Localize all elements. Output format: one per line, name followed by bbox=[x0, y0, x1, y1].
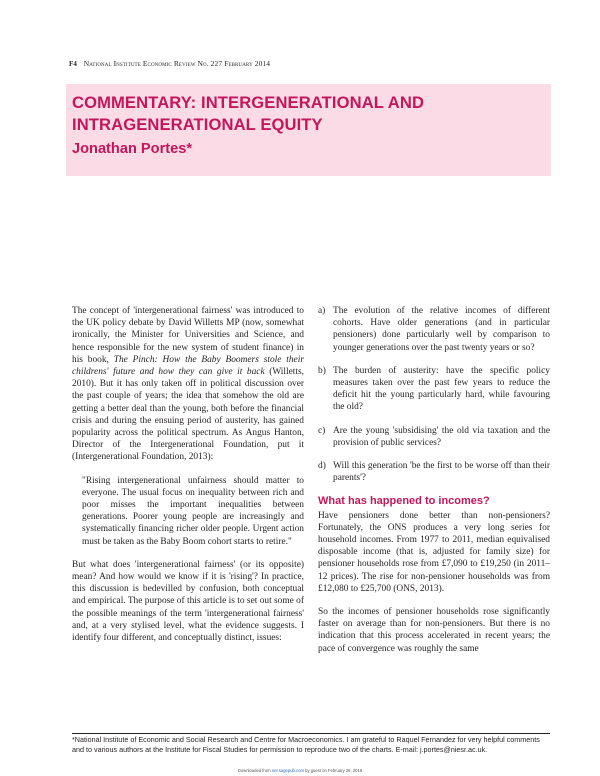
author-name: Jonathan Portes* bbox=[72, 141, 193, 157]
intro-text-b: (Willetts, 2010). But it has only taken off in political discussion over the past couple of years; the idea that somehow the old are getting a better deal than the young, both before the financial crisis and during the ensuing period of austerity, has gained popularity across the political spectrum. As Angus Hanton, Director of the Intergenerational Foundation, put it (Intergenerational Foundation, 2013): bbox=[72, 367, 304, 463]
list-item bbox=[318, 365, 550, 414]
paragraph-convergence: So the incomes of pensioner households rose significantly faster on average than for non-pensioners. But there is no indication that this process accelerated in recent years; the pace of convergence was roughly the same bbox=[318, 607, 550, 654]
list-item-text: Are the young 'subsidising' the old via taxation and the provision of public services? bbox=[333, 425, 550, 448]
download-prefix: Downloaded from bbox=[237, 768, 272, 773]
journal-link[interactable]: ner.sagepub.com bbox=[271, 768, 304, 773]
paragraph-intro bbox=[72, 305, 304, 464]
list-item-marker: c) bbox=[318, 425, 326, 436]
page-number: F4 bbox=[69, 60, 77, 68]
paragraph-questions: But what does 'intergenerational fairness' (or its opposite) mean? And how would we know if it is 'rising'? In practice, this discussion is bedevilled by confusion, both conceptual and empirical. The purpose of this article is to set out some of the possible meanings of the term 'intergenerational fairness' and, at a very stylised level, what the evidence suggests. I identify four different, and conceptually distinct, issues: bbox=[72, 559, 304, 644]
download-suffix: by guest on February 28, 2016 bbox=[303, 768, 363, 773]
section-heading: What has happened to incomes? bbox=[318, 495, 490, 508]
paragraph-incomes: Have pensioners done better than non-pensioners? Fortunately, the ONS produces a very long series for household incomes. From 1977 to 2011, median equivalised disposable income (that is, adjusted for family size) for pensioner households rose from £7,090 to £19,250 (in 2011–12 prices). The rise for non-pensioner households was from £12,080 to £25,700 (ONS, 2013). bbox=[318, 510, 550, 594]
intro-text-a: The concept of 'intergenerational fairness' was introduced to the UK policy debate by David Willetts MP (now, somewhat ironically, the Minister for Universities and Science, and hence responsible for the new system of student finance) in his book, bbox=[72, 306, 304, 365]
block-quote: "Rising intergenerational unfairness should matter to everyone. The usual focus on inequality between rich and poor misses the important inequalities between generations. Poorer young people are increasingly and systematically financing richer older people. Urgent action must be taken as the Baby Boom cohort starts to retire." bbox=[82, 475, 304, 547]
right-column bbox=[318, 305, 550, 666]
footnote: *National Institute of Economic and Social Research and Centre for Macroeconomics. I am grateful to Raquel Fernandez for very helpful comments and to various authors at the Institute for Fiscal Studies for permission to reproduce two of the charts. E-mail: j.portes@niesr.ac.uk. bbox=[72, 735, 540, 754]
list-item-text: The burden of austerity: have the specific policy measures taken over the past few years to reduce the deficit hit the young particularly hard, while favouring the old? bbox=[333, 365, 550, 413]
download-notice bbox=[0, 768, 600, 773]
list-item bbox=[318, 305, 550, 354]
list-item-marker: b) bbox=[318, 365, 326, 376]
running-head bbox=[69, 59, 270, 68]
left-column bbox=[72, 305, 304, 655]
footnote-divider bbox=[72, 733, 550, 734]
list-item-text: The evolution of the relative incomes of different cohorts. Have older generations (and in particular pensioners) done particularly well by comparison to younger generations over the past twenty years or so? bbox=[333, 306, 550, 353]
book-title: The Pinch: How the Baby Boomers stole their childrens' future and how they can give it back bbox=[72, 354, 304, 378]
list-item-marker: d) bbox=[318, 461, 326, 472]
article-title: COMMENTARY: INTERGENERATIONAL AND INTRAGENERATIONAL EQUITY bbox=[72, 93, 425, 134]
title-box bbox=[66, 84, 551, 176]
list-item bbox=[318, 460, 550, 484]
list-item bbox=[318, 425, 550, 449]
journal-name: National Institute Economic Review No. 227 February 2014 bbox=[83, 59, 271, 68]
list-item-text: Will this generation 'be the first to be worse off than their parents'? bbox=[333, 461, 550, 484]
list-item-marker: a) bbox=[318, 306, 326, 316]
